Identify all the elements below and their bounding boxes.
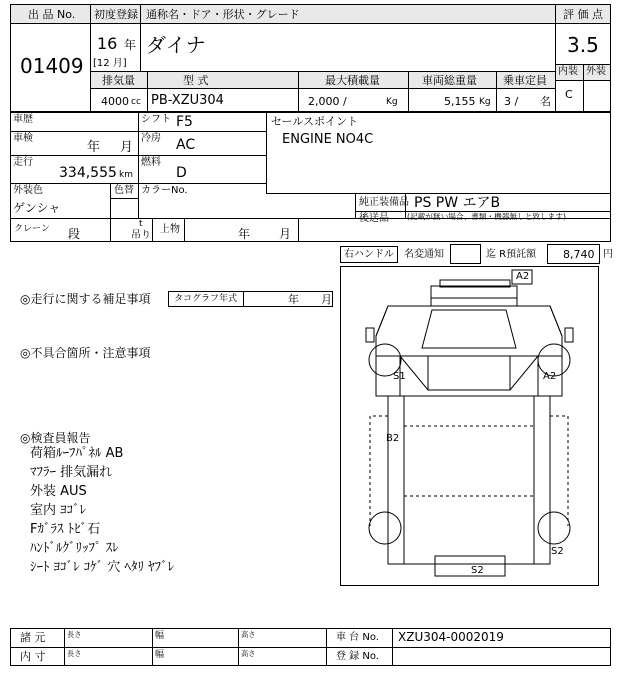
diagram-mark: B2 <box>386 433 400 444</box>
chassis-number: XZU304-0002019 <box>398 630 504 644</box>
mileage-label: 走行 <box>13 157 33 168</box>
name-change-label: 名変通知 <box>404 249 444 260</box>
inspector-line: ﾊﾝﾄﾞﾙｸﾞﾘｯﾌﾟ ｽﾚ <box>30 541 119 556</box>
displacement-value: 4000 <box>101 95 129 108</box>
registration-label: 登 録 No. <box>336 651 379 662</box>
color-code-label: カラーNo. <box>141 185 188 196</box>
max-load-unit: Kg <box>386 97 398 107</box>
name-label: 通称名・ドア・形状・グレード <box>146 8 300 21</box>
first-reg-year: 16 <box>97 34 118 53</box>
crane-stage: 段 <box>68 227 81 241</box>
color-value: ゲンシャ <box>13 201 61 215</box>
grille <box>428 356 510 390</box>
displacement-unit: cc <box>131 97 141 107</box>
aftermarket-label: 後送品 <box>359 213 389 224</box>
inspector-line: ｼｰﾄ ﾖｺﾞﾚ ｺｹﾞ 穴 ﾍﾀﾘ ﾔﾌﾞﾚ <box>30 560 175 575</box>
interior-label: 内装 <box>558 66 578 77</box>
wheel-rear-right <box>538 512 570 544</box>
sales-point-value: ENGINE NO4C <box>282 132 374 147</box>
aftermarket-note: (記載が無い場合、書類・機器無しと致します) <box>407 213 566 222</box>
color-change-label: 色替 <box>114 185 134 196</box>
max-load-value: 2,000 / <box>308 95 347 108</box>
rhd-label: 右ハンドル <box>344 249 394 260</box>
tacho-month: 月 <box>321 293 332 306</box>
name-change-box <box>450 244 481 264</box>
chassis-label: 車 台 No. <box>336 632 379 643</box>
cargo-bed <box>388 396 550 564</box>
defects-label: ◎不具合箇所・注意事項 <box>20 346 151 360</box>
first-reg-month: [12 月] <box>93 58 127 69</box>
mileage-unit: km <box>119 170 133 180</box>
year-unit: 年 <box>124 38 137 52</box>
r-date-label: 迄 R預託額 <box>486 249 537 260</box>
inspector-line: 室内 ﾖｺﾞﾚ <box>30 503 87 518</box>
width-label: 幅 <box>155 650 165 660</box>
inspection-year: 年 <box>87 140 101 155</box>
score-value: 3.5 <box>567 33 599 57</box>
length-label: 長さ <box>67 631 82 640</box>
inspection-month: 月 <box>120 140 134 155</box>
registered-label: 上物 <box>160 224 180 235</box>
interior-grade: C <box>565 88 573 101</box>
r-unit: 円 <box>603 249 613 260</box>
windshield <box>422 310 516 348</box>
r-amount: 8,740 <box>563 248 595 261</box>
inspector-label: ◎検査員報告 <box>20 431 91 445</box>
history-label: 車歴 <box>13 114 33 125</box>
capacity-unit: 名 <box>540 95 551 108</box>
fuel-label: 燃料 <box>141 157 161 168</box>
cab-roof <box>431 286 517 298</box>
diagram-mark: S2 <box>471 565 484 576</box>
ac-value: AC <box>176 137 196 153</box>
capacity-label: 乗車定員 <box>503 74 547 87</box>
tacho-year: 年 <box>288 293 299 306</box>
gross-weight-label: 車両総重量 <box>422 74 477 87</box>
ac-label: 冷房 <box>141 133 161 144</box>
wheel-rear-left <box>369 512 401 544</box>
score-label: 評 価 点 <box>563 8 603 21</box>
width-label: 幅 <box>155 631 165 641</box>
exterior-label: 外装 <box>586 66 606 77</box>
equipment-label: 純正装備品 <box>359 197 409 208</box>
inspector-line: Fｶﾞﾗｽ ﾄﾋﾞ石 <box>30 522 101 537</box>
shift-label: シフト <box>141 114 171 125</box>
inspector-line: 荷箱ﾙｰﾌﾊﾟﾈﾙ AB <box>30 446 124 461</box>
fuel-value: D <box>176 165 187 181</box>
registered-year: 年 <box>238 227 251 241</box>
color-label: 外装色 <box>13 185 43 196</box>
driving-notes-label: ◎走行に関する補足事項 <box>20 292 151 306</box>
cargo-floor <box>404 396 534 564</box>
length-label: 長さ <box>67 650 82 659</box>
crane-ton: t <box>139 219 143 229</box>
height-label: 高さ <box>241 631 256 640</box>
spec-label: 諸 元 <box>20 631 46 644</box>
diagram-mark: A2 <box>516 271 530 282</box>
gross-weight-unit: Kg <box>479 97 491 107</box>
model-value: PB-XZU304 <box>151 93 224 108</box>
mirror-right <box>565 328 573 342</box>
diagram-mark: A2 <box>543 371 557 382</box>
shift-value: F5 <box>176 114 193 130</box>
max-load-label: 最大積載量 <box>325 74 380 87</box>
spec-label-bar <box>91 71 555 88</box>
inner-label: 内 寸 <box>20 650 46 663</box>
car-name: ダイナ <box>146 33 206 57</box>
crane-hang: 吊り <box>131 230 151 241</box>
equipment-value: PS PW エアB <box>414 195 501 211</box>
inspector-line: ﾏﾌﾗｰ 排気漏れ <box>30 465 113 480</box>
diagram-mark: S2 <box>551 546 564 557</box>
tacho-label: タコグラフ年式 <box>174 294 238 304</box>
mirror-left <box>366 328 374 342</box>
displacement-label: 排気量 <box>102 74 135 87</box>
lot-number: 01409 <box>20 54 84 78</box>
inspector-line: 外装 AUS <box>30 484 87 499</box>
sales-point-label: セールスポイント <box>271 115 359 128</box>
diagram-mark: S1 <box>393 371 406 382</box>
height-label: 高さ <box>241 650 256 659</box>
capacity-value: 3 / <box>504 95 519 108</box>
inspection-label: 車検 <box>13 133 33 144</box>
gross-weight-value: 5,155 <box>444 95 476 108</box>
registered-month: 月 <box>279 227 292 241</box>
model-label: 型 式 <box>183 74 209 87</box>
tailgate <box>435 556 505 576</box>
first-reg-label: 初度登録 <box>94 8 138 21</box>
mileage-value: 334,555 <box>59 165 117 181</box>
lot-label: 出 品 No. <box>28 8 76 21</box>
crane-label: クレーン <box>14 224 50 234</box>
vehicle-diagram <box>340 266 599 586</box>
